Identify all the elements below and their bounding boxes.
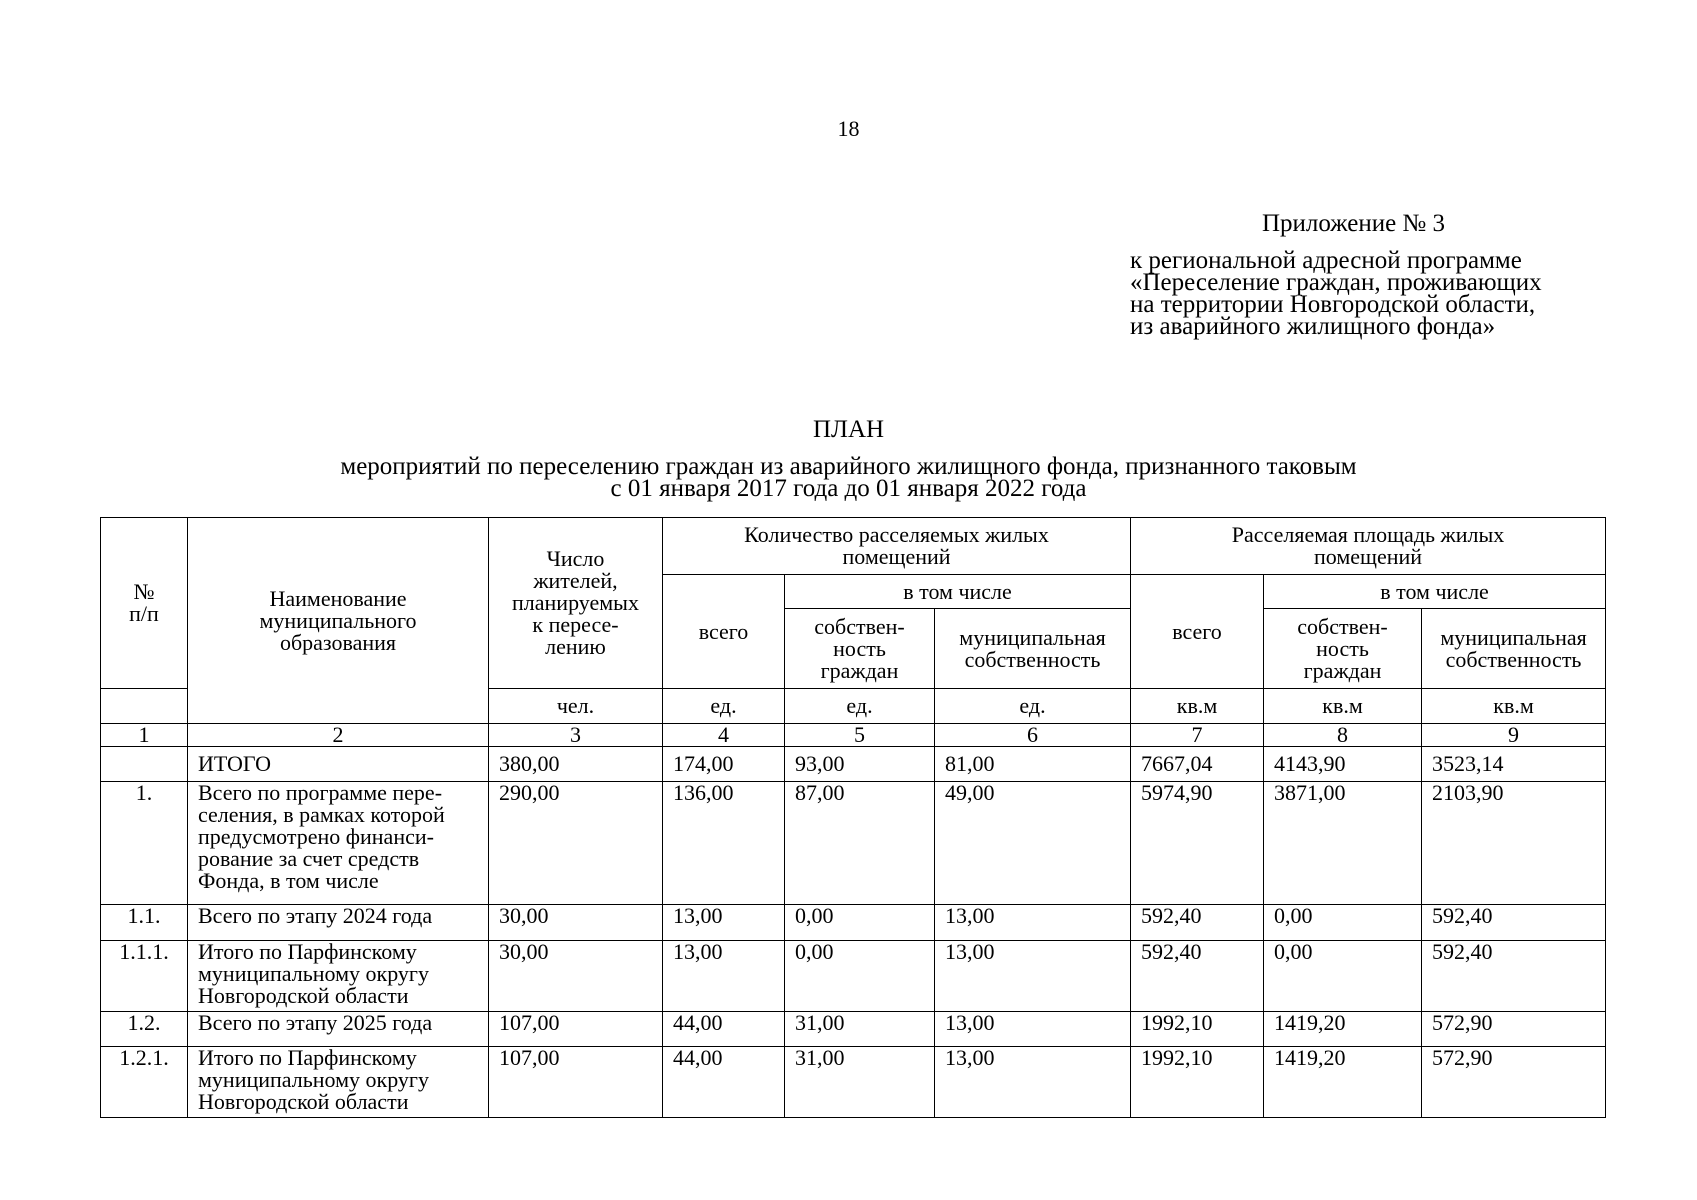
column-number: 2 <box>188 724 489 747</box>
cell-value: 2103,90 <box>1422 782 1606 905</box>
appendix-title: Приложение № 3 <box>1262 210 1446 237</box>
cell-value: 5974,90 <box>1131 782 1264 905</box>
cell-value: 592,40 <box>1131 905 1264 941</box>
cell-value: 0,00 <box>1264 905 1422 941</box>
row-number <box>101 747 188 782</box>
cell-value: 7667,04 <box>1131 747 1264 782</box>
cell-value: 49,00 <box>935 782 1131 905</box>
cell-value: 3523,14 <box>1422 747 1606 782</box>
cell-value: 1419,20 <box>1264 1047 1422 1118</box>
cell-value: 572,90 <box>1422 1047 1606 1118</box>
cell-value: 592,40 <box>1422 905 1606 941</box>
row-name-line: рование за счет средств <box>198 846 420 871</box>
table-row <box>101 1012 1606 1047</box>
unit-cell: ед. <box>785 689 935 724</box>
cell-value: 30,00 <box>489 941 663 1012</box>
row-name-line: селения, в рамках которой <box>198 802 445 827</box>
table-row <box>101 747 1606 782</box>
appendix-line: из аварийного жилищного фонда» <box>1130 313 1496 340</box>
row-number: 1. <box>101 782 188 905</box>
row-name-line: Итого по Парфинскому <box>198 940 417 964</box>
row-name <box>188 782 489 905</box>
row-name-line: Всего по программе пере- <box>198 781 443 805</box>
cell-value: 31,00 <box>785 1047 935 1118</box>
cell-value: 13,00 <box>663 941 785 1012</box>
row-name <box>188 1012 489 1047</box>
unit-cell: кв.м <box>1131 689 1264 724</box>
row-name-line: Итого по Парфинскому <box>198 1046 417 1070</box>
column-number: 8 <box>1264 724 1422 747</box>
plan-subtitle <box>0 453 1697 502</box>
column-number: 9 <box>1422 724 1606 747</box>
cell-value: 290,00 <box>489 782 663 905</box>
row-name-line: ИТОГО <box>198 751 271 776</box>
column-number: 3 <box>489 724 663 747</box>
header-rooms-including: в том числе <box>785 575 1131 609</box>
header-name: Наименование муниципального образования <box>188 518 489 724</box>
cell-value: 13,00 <box>935 1047 1131 1118</box>
cell-value: 0,00 <box>785 905 935 941</box>
row-number: 1.1. <box>101 905 188 941</box>
cell-value: 592,40 <box>1422 941 1606 1012</box>
column-number: 6 <box>935 724 1131 747</box>
cell-value: 0,00 <box>785 941 935 1012</box>
appendix-line: «Переселение граждан, проживающих <box>1130 269 1542 296</box>
header-area-total: всего <box>1131 575 1264 689</box>
cell-value: 13,00 <box>663 905 785 941</box>
cell-value: 30,00 <box>489 905 663 941</box>
table-row <box>101 905 1606 941</box>
cell-value: 13,00 <box>935 941 1131 1012</box>
cell-value: 1419,20 <box>1264 1012 1422 1047</box>
header-rooms-citizens: собствен- ность граждан <box>785 609 935 689</box>
column-number: 4 <box>663 724 785 747</box>
page-number: 18 <box>837 116 860 141</box>
row-name <box>188 941 489 1012</box>
plan-subtitle-line: мероприятий по переселению граждан из аварийного жилищного фонда, признанного таковым <box>340 453 1357 480</box>
row-name-line: Всего по этапу 2025 года <box>198 1011 433 1035</box>
row-name-line: предусмотрено финанси- <box>198 824 434 849</box>
cell-value: 1992,10 <box>1131 1047 1264 1118</box>
cell-value: 0,00 <box>1264 941 1422 1012</box>
unit-cell <box>101 689 188 724</box>
column-numbers-row <box>101 724 1606 747</box>
cell-value: 44,00 <box>663 1047 785 1118</box>
row-name-line: Новгородской области <box>198 983 409 1008</box>
table-row <box>101 782 1606 905</box>
plan-table <box>100 517 1606 1118</box>
header-rooms-total: всего <box>663 575 785 689</box>
row-number: 1.2.1. <box>101 1047 188 1118</box>
row-name <box>188 747 489 782</box>
column-number: 5 <box>785 724 935 747</box>
header-area-citizens: собствен- ность граждан <box>1264 609 1422 689</box>
unit-cell: кв.м <box>1264 689 1422 724</box>
unit-cell: ед. <box>663 689 785 724</box>
cell-value: 13,00 <box>935 1012 1131 1047</box>
unit-cell: кв.м <box>1422 689 1606 724</box>
appendix-line: на территории Новгородской области, <box>1130 291 1536 318</box>
cell-value: 31,00 <box>785 1012 935 1047</box>
header-rooms-municipal: муниципальная собственность <box>935 609 1131 689</box>
table-body <box>101 747 1606 1118</box>
cell-value: 87,00 <box>785 782 935 905</box>
cell-value: 174,00 <box>663 747 785 782</box>
unit-cell: чел. <box>489 689 663 724</box>
appendix-text <box>1130 247 1542 340</box>
table-row <box>101 941 1606 1012</box>
header-num: № п/п <box>101 518 188 689</box>
row-name-line: муниципальному округу <box>198 961 429 986</box>
row-name-line: Новгородской области <box>198 1089 409 1114</box>
cell-value: 592,40 <box>1131 941 1264 1012</box>
plan-title: ПЛАН <box>812 416 885 443</box>
row-name-line: Всего по этапу 2024 года <box>198 904 433 928</box>
cell-value: 81,00 <box>935 747 1131 782</box>
column-number: 1 <box>101 724 188 747</box>
row-name-line: Фонда, в том числе <box>198 868 379 893</box>
header-residents: Число жителей, планируемых к пересе- лению <box>489 518 663 689</box>
row-name <box>188 1047 489 1118</box>
row-name-line: муниципальному округу <box>198 1067 429 1092</box>
header-area-group: Расселяемая площадь жилых помещений <box>1131 518 1606 575</box>
cell-value: 107,00 <box>489 1047 663 1118</box>
column-number: 7 <box>1131 724 1264 747</box>
cell-value: 13,00 <box>935 905 1131 941</box>
plan-subtitle-line: с 01 января 2017 года до 01 января 2022 года <box>610 475 1087 502</box>
unit-cell: ед. <box>935 689 1131 724</box>
header-rooms-group: Количество расселяемых жилых помещений <box>663 518 1131 575</box>
header-area-including: в том числе <box>1264 575 1606 609</box>
row-number: 1.1.1. <box>101 941 188 1012</box>
cell-value: 44,00 <box>663 1012 785 1047</box>
cell-value: 572,90 <box>1422 1012 1606 1047</box>
table-row <box>101 1047 1606 1118</box>
cell-value: 380,00 <box>489 747 663 782</box>
cell-value: 3871,00 <box>1264 782 1422 905</box>
cell-value: 107,00 <box>489 1012 663 1047</box>
row-number: 1.2. <box>101 1012 188 1047</box>
cell-value: 1992,10 <box>1131 1012 1264 1047</box>
cell-value: 136,00 <box>663 782 785 905</box>
row-name <box>188 905 489 941</box>
header-area-municipal: муниципальная собственность <box>1422 609 1606 689</box>
cell-value: 4143,90 <box>1264 747 1422 782</box>
appendix-line: к региональной адресной программе <box>1130 247 1522 274</box>
cell-value: 93,00 <box>785 747 935 782</box>
